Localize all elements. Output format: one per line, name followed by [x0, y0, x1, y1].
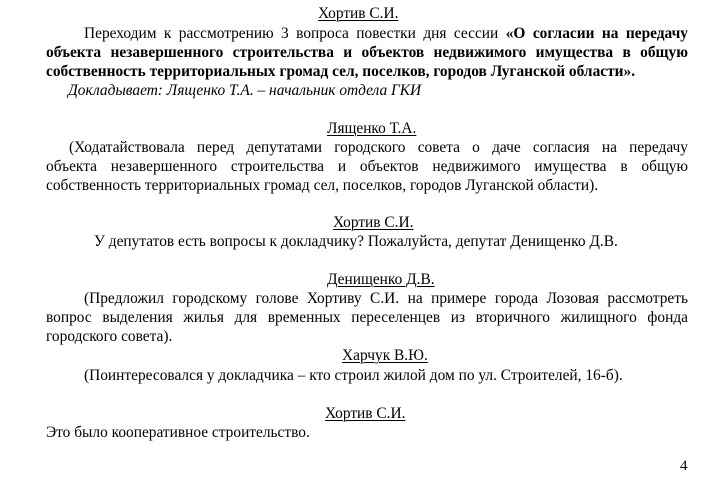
paragraph-line: Это было кооперативное строительство. — [46, 424, 310, 441]
paragraph-line: (Поинтересовался у докладчика – кто строил жилой дом по ул. Строителей, 16-б). — [84, 367, 623, 384]
agenda-title-line: объекта незавершенного строительства и объектов недвижимого имущества в общую — [46, 44, 688, 61]
paragraph-line: (Предложил городскому голове Хортиву С.И. на примере города Лозовая рассмотреть — [84, 290, 688, 307]
page-number: 4 — [680, 458, 688, 474]
paragraph-speech — [46, 138, 688, 195]
paragraph-line: вопрос выделения жилья для временных переселенцев из вторичного жилищного фонда — [46, 309, 688, 326]
speaker-name: Хортив С.И. — [318, 5, 399, 22]
reporter-line: Докладывает: Лященко Т.А. – начальник отдела ГКИ — [68, 82, 422, 99]
paragraph-line — [46, 24, 688, 43]
paragraph-line: У депутатов есть вопросы к докладчику? Пожалуйста, депутат Денищенко Д.В. — [94, 233, 618, 250]
paragraph-agenda-item — [46, 24, 688, 100]
paragraph-line: (Ходатайствовала перед депутатами городского совета о даче согласия на передачу — [69, 139, 688, 156]
paragraph-line: городского совета). — [46, 328, 173, 345]
speaker-name: Хортив С.И. — [333, 214, 414, 231]
paragraph-line: собственность территориальных громад сел, поселков, городов Луганской области). — [46, 177, 599, 194]
agenda-title-part: О согласии на передачу — [513, 25, 688, 42]
quote-open: « — [505, 25, 514, 42]
speaker-name: Харчук В.Ю. — [342, 347, 428, 364]
agenda-intro-text: Переходим к рассмотрению 3 вопроса повестки дня сессии — [84, 25, 499, 42]
paragraph-line: объекта незавершенного строительства и объектов недвижимого имущества в общую — [46, 158, 688, 175]
sentence-end: . — [631, 63, 636, 80]
speaker-name: Хортив С.И. — [325, 405, 406, 422]
agenda-title-part: собственность территориальных громад сел, поселков, городов Луганской области» — [46, 63, 632, 80]
speaker-name: Лященко Т.А. — [327, 120, 417, 137]
paragraph-line — [46, 62, 688, 81]
speaker-name: Денищенко Д.В. — [327, 271, 435, 288]
paragraph-speech — [46, 289, 688, 346]
